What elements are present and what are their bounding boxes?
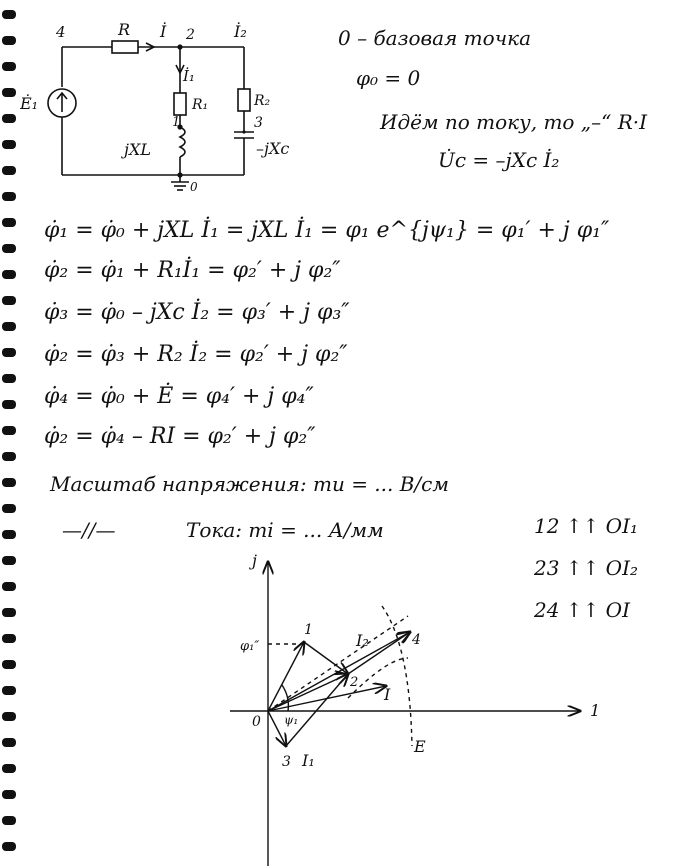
point-4-label: 4 bbox=[412, 632, 421, 648]
note-uc: U̇c = –jXc İ₂ bbox=[438, 148, 560, 172]
equation-3: φ̇₃ = φ̇₀ – jXc İ₂ = φ₃′ + j φ₃″ bbox=[44, 300, 350, 325]
axis-1-label: 1 bbox=[590, 701, 601, 720]
phi1-imag-label: φ₁″ bbox=[240, 639, 260, 654]
vector-i2-label: I₂ bbox=[356, 631, 369, 650]
node-4-label: 4 bbox=[56, 23, 66, 41]
vector-diagram bbox=[230, 548, 620, 866]
equation-1: φ̇₁ = φ̇₀ + jXL İ₁ = jXL İ₁ = φ₁ e^{jψ₁} = φ₁′ + j φ₁″ bbox=[44, 218, 610, 243]
note-phi0: φ₀ = 0 bbox=[356, 66, 421, 90]
resistor-r2-label: R₂ bbox=[254, 93, 271, 109]
current-scale-prefix: —//— bbox=[62, 518, 116, 542]
relation-12: 12 ↑↑ OI₁ bbox=[534, 514, 638, 538]
point-1-label: 1 bbox=[304, 622, 313, 638]
spiral-binding bbox=[0, 0, 22, 867]
point-2-label: 2 bbox=[350, 675, 359, 690]
equation-5: φ̇₄ = φ̇₀ + Ė = φ₄′ + j φ₄″ bbox=[44, 384, 314, 409]
vector-e-label: E bbox=[414, 737, 426, 756]
voltage-scale: Масштаб напряжения: mu = ... В/см bbox=[50, 472, 449, 496]
vector-i-label: I bbox=[384, 685, 391, 704]
node-1-label: 1 bbox=[172, 115, 181, 130]
inductor-jxl-label: jXL bbox=[124, 140, 151, 159]
note-base-point: 0 – базовая точка bbox=[338, 26, 531, 50]
psi1-angle-label: ψ₁ bbox=[284, 713, 299, 727]
capacitor-jxc-label: –jXc bbox=[256, 139, 290, 158]
vector-i1-label: I₁ bbox=[302, 751, 315, 770]
current-scale: Тока: mi = ... А/мм bbox=[186, 518, 384, 542]
source-e1-label: Ė₁ bbox=[20, 94, 39, 113]
equation-6: φ̇₂ = φ̇₄ – RI = φ₂′ + j φ₂″ bbox=[44, 424, 316, 449]
current-i2-label: İ₂ bbox=[234, 22, 247, 41]
origin-label: 0 bbox=[252, 714, 261, 730]
equation-2: φ̇₂ = φ̇₁ + R₁İ₁ = φ₂′ + j φ₂″ bbox=[44, 258, 341, 283]
note-direction: Идём по току, то „–“ R·I bbox=[380, 110, 648, 134]
node-0-label: 0 bbox=[190, 180, 198, 194]
current-i-label: İ bbox=[160, 22, 167, 41]
relation-24: 24 ↑↑ OI bbox=[534, 598, 630, 622]
resistor-r-label: R bbox=[118, 20, 131, 39]
node-3-label: 3 bbox=[254, 115, 263, 131]
node-2-label: 2 bbox=[186, 27, 195, 43]
current-i1-label: İ₁ bbox=[183, 67, 195, 85]
point-3-label: 3 bbox=[282, 754, 291, 770]
equation-4: φ̇₂ = φ̇₃ + R₂ İ₂ = φ₂′ + j φ₂″ bbox=[44, 342, 348, 367]
circuit-schematic bbox=[20, 15, 300, 200]
resistor-r1-label: R₁ bbox=[192, 97, 209, 113]
axis-j-label: j bbox=[252, 551, 257, 570]
relation-23: 23 ↑↑ OI₂ bbox=[534, 556, 638, 580]
